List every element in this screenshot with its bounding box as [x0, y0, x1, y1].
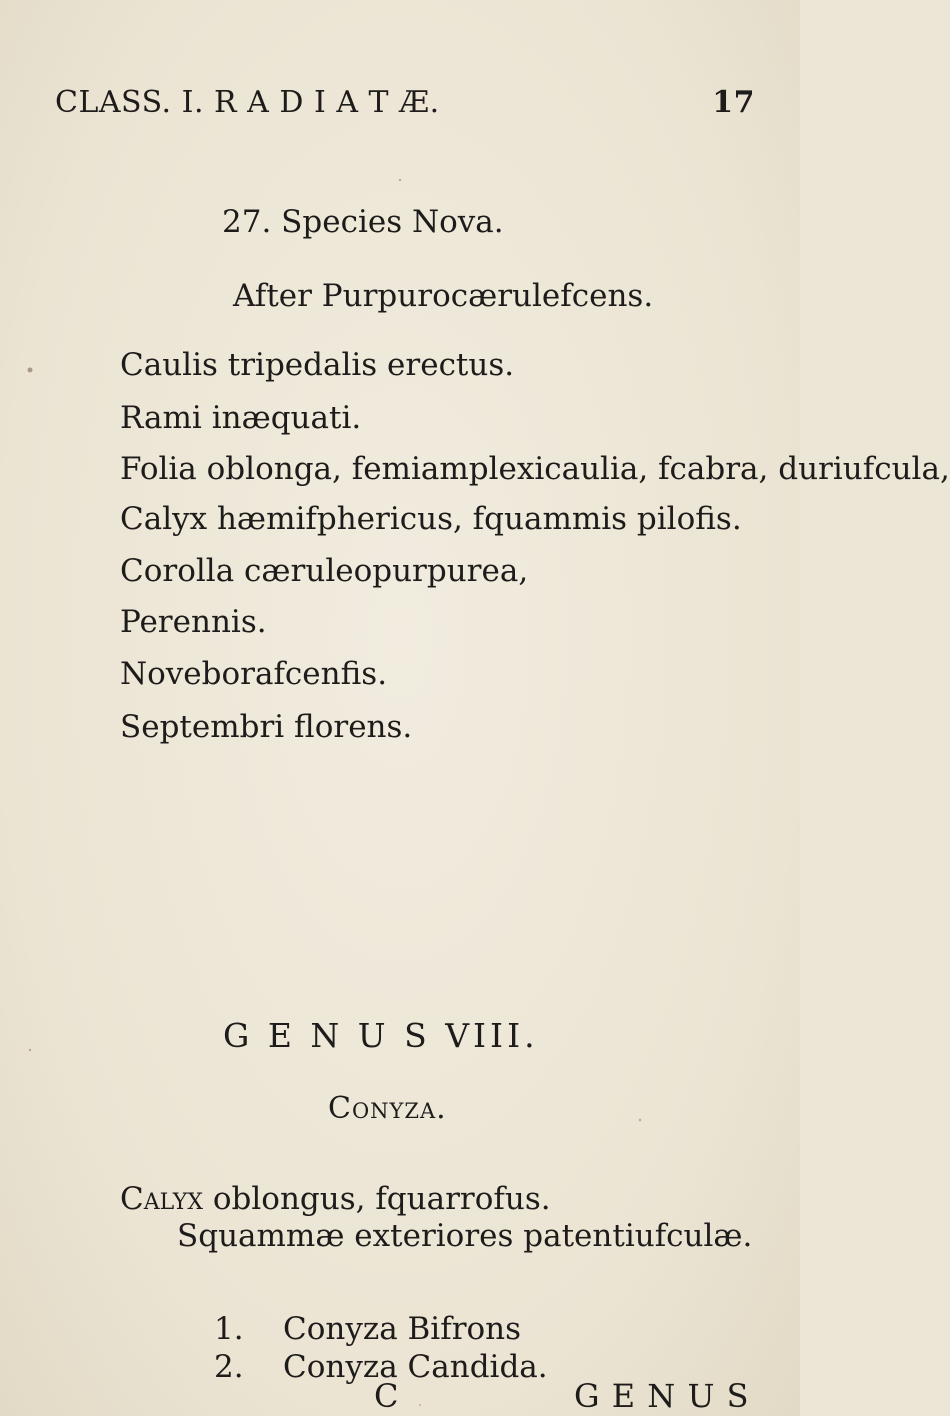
calyx-rest: oblongus, fquarrofus.: [203, 1181, 551, 1217]
description-line: Corolla cæruleopurpurea,: [120, 553, 529, 589]
description-line: Perennis.: [120, 604, 267, 640]
signature-mark: C: [374, 1377, 399, 1415]
item-name: Conyza Candida.: [283, 1349, 548, 1385]
item-number: 2.: [214, 1349, 244, 1385]
catchword: G E N U S: [574, 1377, 750, 1415]
description-line: Calyx hæmifphericus, fquammis pilofis.: [120, 501, 742, 537]
genus-name: Conyza.: [328, 1091, 447, 1126]
item-name: Conyza Bifrons: [283, 1311, 522, 1347]
description-line: Noveborafcenfis.: [120, 656, 388, 692]
calyx-lead: Calyx: [120, 1181, 203, 1217]
species-list-item: [214, 1311, 522, 1347]
description-line: Septembri florens.: [120, 709, 413, 745]
page-number: 17: [712, 85, 755, 120]
running-head: CLASS. I. R A D I A T Æ.: [55, 85, 440, 120]
genus-calyx-line: [120, 1181, 551, 1217]
description-line: Rami inæquati.: [120, 400, 362, 436]
item-number: 1.: [214, 1311, 244, 1347]
description-line: Caulis tripedalis erectus.: [120, 347, 515, 383]
species-subheading: After Purpurocærulefcens.: [233, 278, 654, 314]
species-heading: 27. Species Nova.: [222, 204, 504, 240]
description-line: Folia oblonga, femiamplexicaulia, fcabra, duriufcula,: [120, 451, 950, 487]
genus-squamae-line: Squammæ exteriores patentiufculæ.: [177, 1218, 753, 1254]
genus-heading: G E N U S VIII.: [223, 1016, 539, 1055]
